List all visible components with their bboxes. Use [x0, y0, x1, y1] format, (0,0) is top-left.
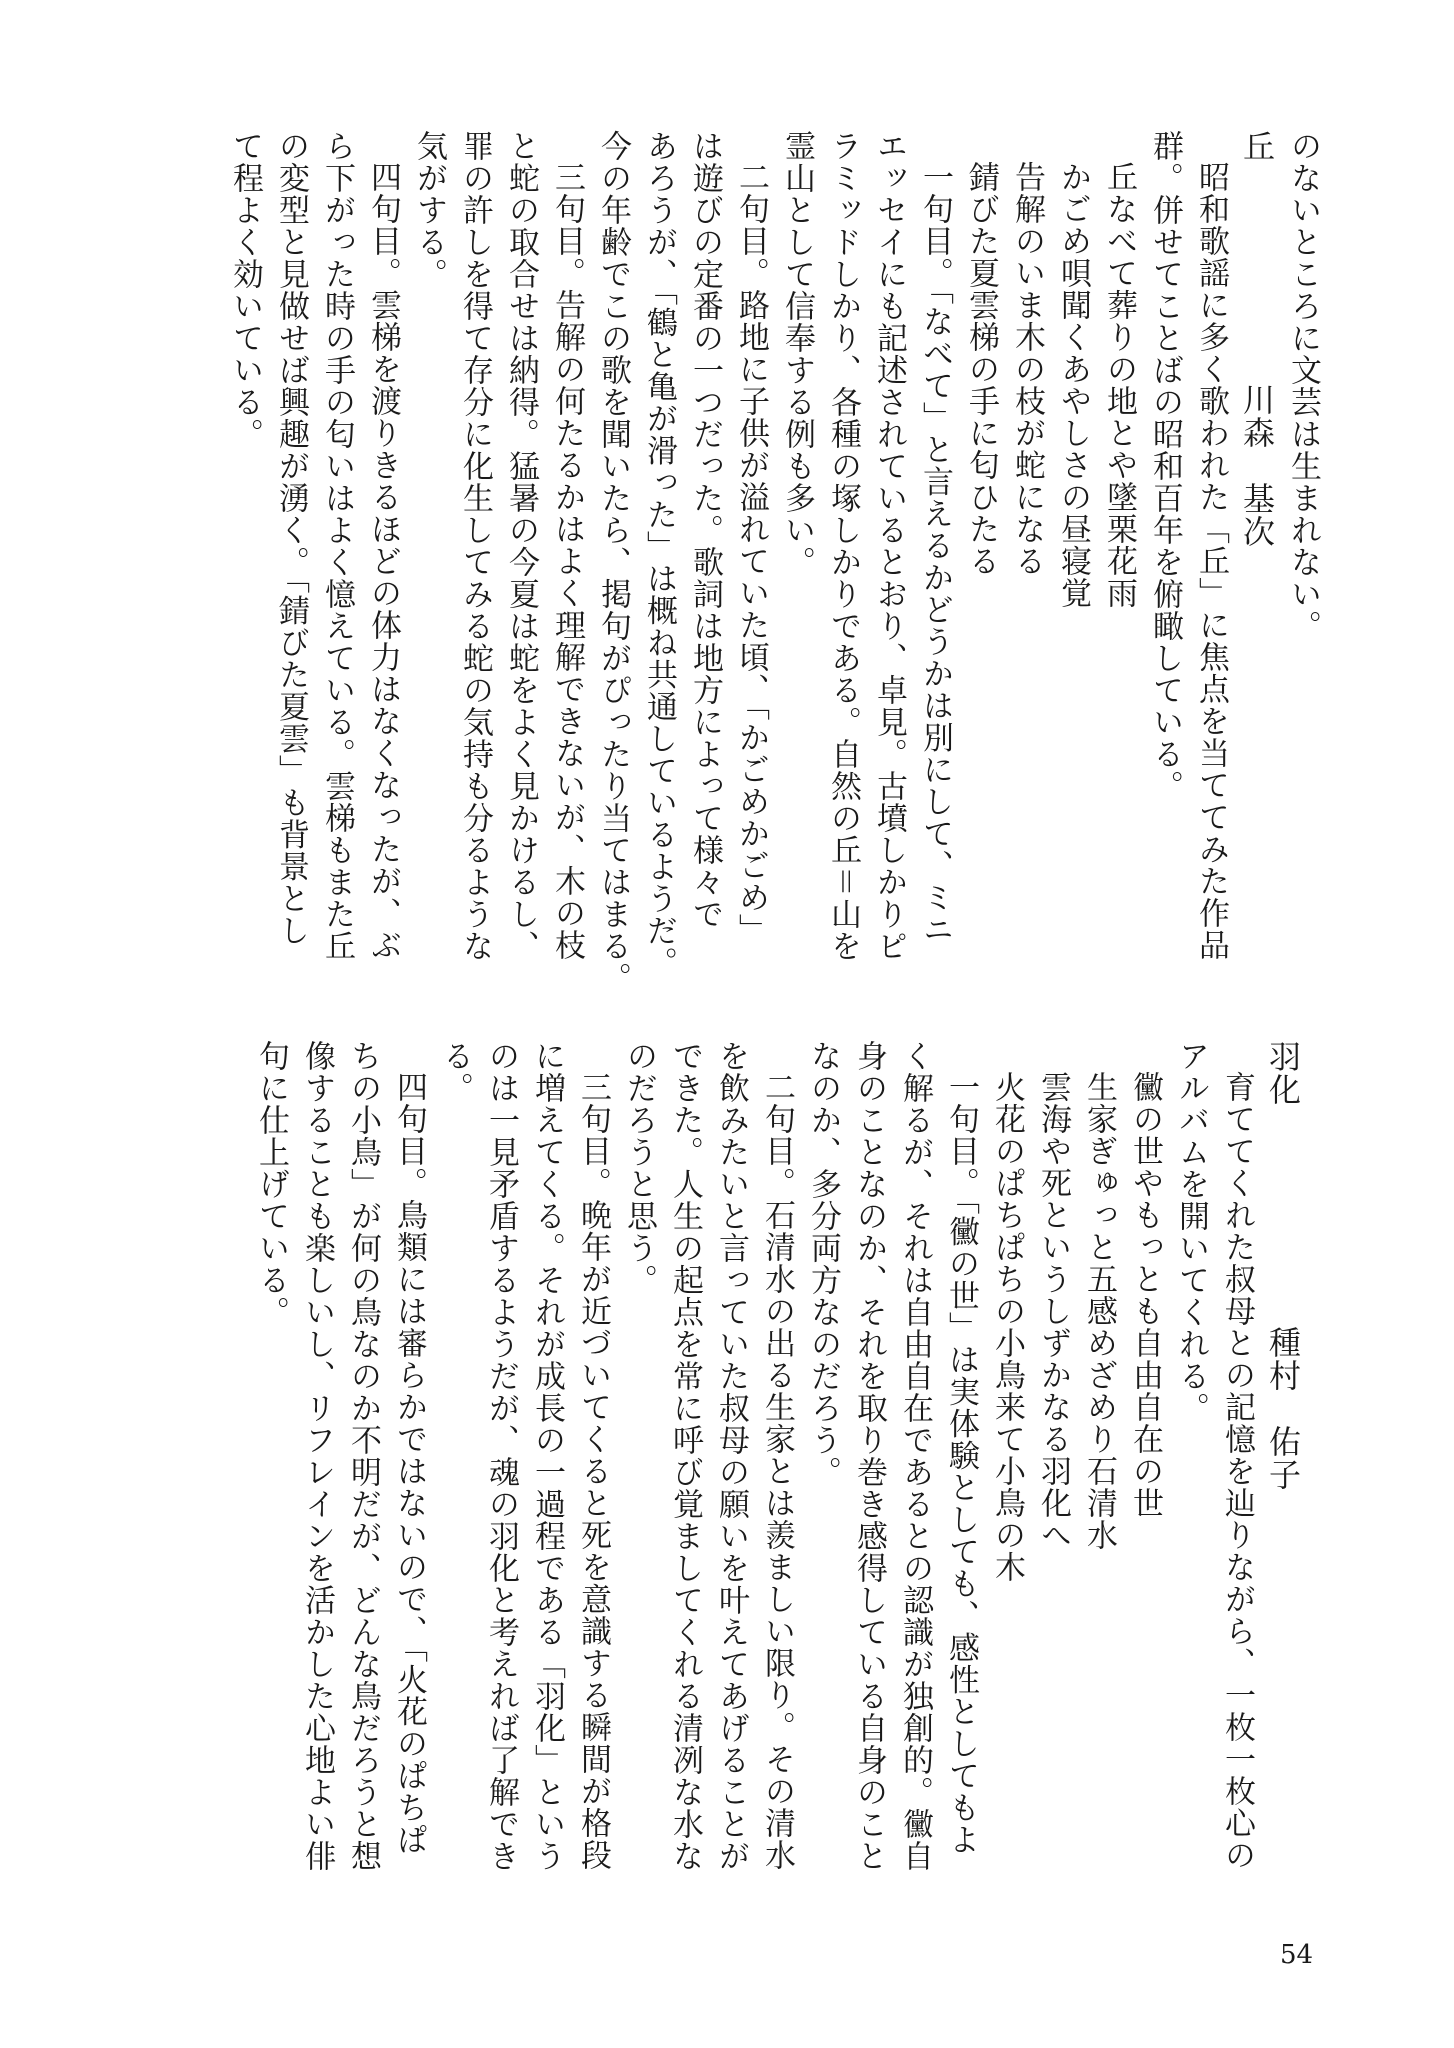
body-line: ら下がった時の手の匂いはよく憶えている。雲梯もまた丘: [319, 130, 355, 962]
body-line: 罪の許しを得て存分に化生してみる蛇の気持も分るような: [457, 130, 493, 962]
body-line: 二句目。石清水の出る生家とは羨ましい限り。その清水: [759, 1071, 795, 1871]
essay-uka: [248, 1040, 1306, 1872]
section-title: [1260, 1040, 1306, 1860]
body-line: 身のことなのか、それを取り巻き感得している自身のこと: [851, 1040, 887, 1872]
intro-line: 群。併せてことばの昭和百年を俯瞰している。: [1147, 130, 1183, 802]
body-line: のだろうと思う。: [621, 1040, 657, 1296]
body-line: 霊山として信奉する例も多い。: [779, 130, 815, 578]
body-line: に増えてくる。それが成長の一過程である「羽化」という: [529, 1040, 565, 1872]
body-line: 三句目。告解の何たるかはよく理解できないが、木の枝: [549, 161, 585, 961]
body-line: は遊びの定番の一つだった。歌詞は地方によって様々で: [687, 130, 723, 930]
body-line: を飲みたいと言っていた叔母の願いを叶えてあげることが: [713, 1040, 749, 1872]
essay-oka: [222, 130, 1326, 994]
body-line: く解るが、それは自由自在であるとの認識が独創的。黴自: [897, 1040, 933, 1872]
body-line: あろうが、「鶴と亀が滑った」は概ね共通しているようだ。: [641, 130, 677, 979]
body-line: 四句目。鳥類には審らかではないので、「火花のぱちぱ: [391, 1071, 427, 1856]
body-line: 三句目。晩年が近づいてくると死を意識する瞬間が格段: [575, 1071, 611, 1871]
body-line: 像することも楽しいし、リフレインを活かした心地よい俳: [299, 1040, 335, 1872]
body-line: できた。人生の起点を常に呼び覚ましてくれる清冽な水な: [667, 1040, 703, 1872]
body-line: 句に仕上げている。: [253, 1040, 289, 1328]
author-name: 種村 佑子: [1264, 1326, 1302, 1491]
page-number: 54: [1280, 1940, 1314, 1970]
section-title: [1234, 130, 1280, 950]
haiku-line: 雲海や死というしずかなる羽化へ: [1035, 1071, 1071, 1551]
body-line: 四句目。雲梯を渡りきるほどの体力はなくなったが、ぶ: [365, 161, 401, 961]
title-text: 丘: [1238, 130, 1276, 163]
title-text: 羽化: [1264, 1040, 1302, 1106]
body-line: のは一見矛盾するようだが、魂の羽化と考えれば了解でき: [483, 1040, 519, 1872]
body-line: ラミッドしかり、各種の塚しかりである。自然の丘＝山を: [825, 130, 861, 962]
haiku-line: 丘なべて葬りの地とや墜栗花雨: [1101, 161, 1137, 609]
haiku-line: かごめ唄聞くあやしさの昼寝覚: [1055, 161, 1091, 609]
intro-line: 育ててくれた叔母との記憶を辿りながら、一枚一枚心の: [1219, 1071, 1255, 1871]
body-line: の変型と見做せば興趣が湧く。「錆びた夏雲」も背景とし: [273, 130, 309, 947]
body-line: て程よく効いている。: [227, 130, 263, 450]
haiku-line: 黴の世やもっとも自由自在の世: [1127, 1071, 1163, 1519]
haiku-line: 生家ぎゅっと五感めざめり石清水: [1081, 1071, 1117, 1551]
haiku-line: 火花のぱちぱちの小鳥来て小鳥の木: [989, 1071, 1025, 1583]
intro-line: 昭和歌謡に多く歌われた「丘」に焦点を当ててみた作品: [1193, 161, 1229, 961]
author-name: 川森 基次: [1238, 383, 1276, 548]
body-line: 気がする。: [411, 130, 447, 290]
body-line: 今の年齢でこの歌を聞いたら、掲句がぴったり当てはまる。: [595, 130, 631, 994]
intro-line: アルバムを開いてくれる。: [1173, 1040, 1209, 1424]
body-line: エッセイにも記述されているとおり、卓見。古墳しかりピ: [871, 130, 907, 962]
lead-line: のないところに文芸は生まれない。: [1285, 130, 1321, 642]
body-line: 一句目。「黴の世」は実体験としても、感性としてもよ: [943, 1071, 979, 1856]
body-line: 二句目。路地に子供が溢れていた頃、「かごめかごめ」: [733, 161, 769, 946]
body-line: る。: [437, 1040, 473, 1104]
haiku-line: 錆びた夏雲梯の手に匂ひたる: [963, 161, 999, 577]
body-line: と蛇の取合せは納得。猛暑の今夏は蛇をよく見かけるし、: [503, 130, 539, 962]
body-line: ちの小鳥」が何の鳥なのか不明だが、どんな鳥だろうと想: [345, 1040, 381, 1872]
haiku-line: 告解のいま木の枝が蛇になる: [1009, 161, 1045, 577]
body-line: 一句目。「なべて」と言えるかどうかは別にして、ミニ: [917, 161, 953, 946]
body-line: なのか、多分両方なのだろう。: [805, 1040, 841, 1488]
